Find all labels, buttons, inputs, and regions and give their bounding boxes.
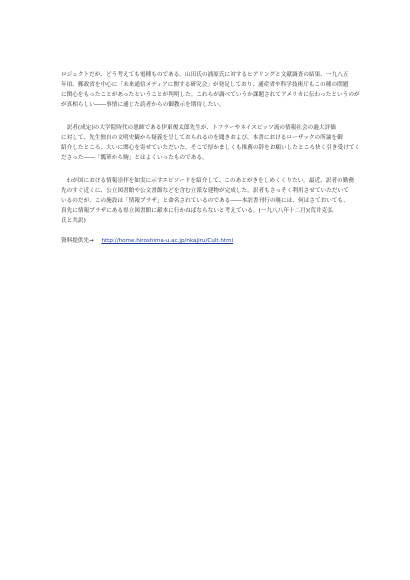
text-line: ロジェクトだが、どう考えても電種ものである。山田氏の浦原氏に対するヒアリングと文献調査の結果、一九八五 bbox=[61, 72, 349, 78]
text-line: 氏と共訳) bbox=[61, 218, 86, 224]
text-line: が真相らしい――事情に通じた読者からの御教示を期待したい。 bbox=[61, 102, 225, 108]
text-line: 紹介したところ、大いに関心を寄せていただいた。そこで厚かましくも推薦の辞をお願いしたところ快く引き受けてく bbox=[61, 145, 361, 151]
text-line: ださった――「瓢箪から駒」とはよくいったものである。 bbox=[61, 155, 208, 161]
text-line: に関心をもったことがあったということが判明した。これらが調べていうか課題されてアメリカに伝わったというのが bbox=[61, 92, 360, 98]
source-link[interactable]: http://home.hiroshima-u.ac.jp/nkajiru/Cult.html bbox=[101, 238, 234, 244]
source-label: 資料提供先→ bbox=[61, 238, 94, 244]
text-line: 訳者(成定)の大学院時代の恩師である伊東俊太郎先生が、トフラーやネイスビッツ流の情報社会の過大評価 bbox=[61, 125, 336, 131]
text-line: いるのだが、この施設は「情報プラザ」と命名されているのである――本訳書刊行の暁には、何はさておいても、 bbox=[61, 198, 349, 204]
source-credit bbox=[61, 236, 233, 246]
text-line: わが国における情報崇拝を如実に示すエピソードを紹介して、このあとがきをしめくくりたい。最近、訳者の勤務 bbox=[61, 178, 355, 184]
text-line: 年頃、郵政省を中心に「未来通信メディアに関する研究会」が発足しており、通産省や科学技術庁もこの種の問題 bbox=[61, 82, 349, 88]
paragraph-1 bbox=[61, 70, 360, 110]
text-line: に対して、先生独自の文明史観から疑義を呈しておられるのを聞きおよび、本書におけるローザックの所論を御 bbox=[61, 135, 343, 141]
paragraph-2 bbox=[61, 123, 361, 163]
afterword-body bbox=[61, 70, 361, 239]
text-line: 先のすぐ近くに、公立図書館や公文書館などを含む立派な建物が完成した。訳者もさっそく利用させていただいて bbox=[61, 188, 349, 194]
text-line: 真先に情報プラザにある県立図書館に献本に行かねばならないと考えている。(一九八八年十二月)(荒井克弘 bbox=[61, 208, 333, 214]
paragraph-3 bbox=[61, 176, 353, 226]
